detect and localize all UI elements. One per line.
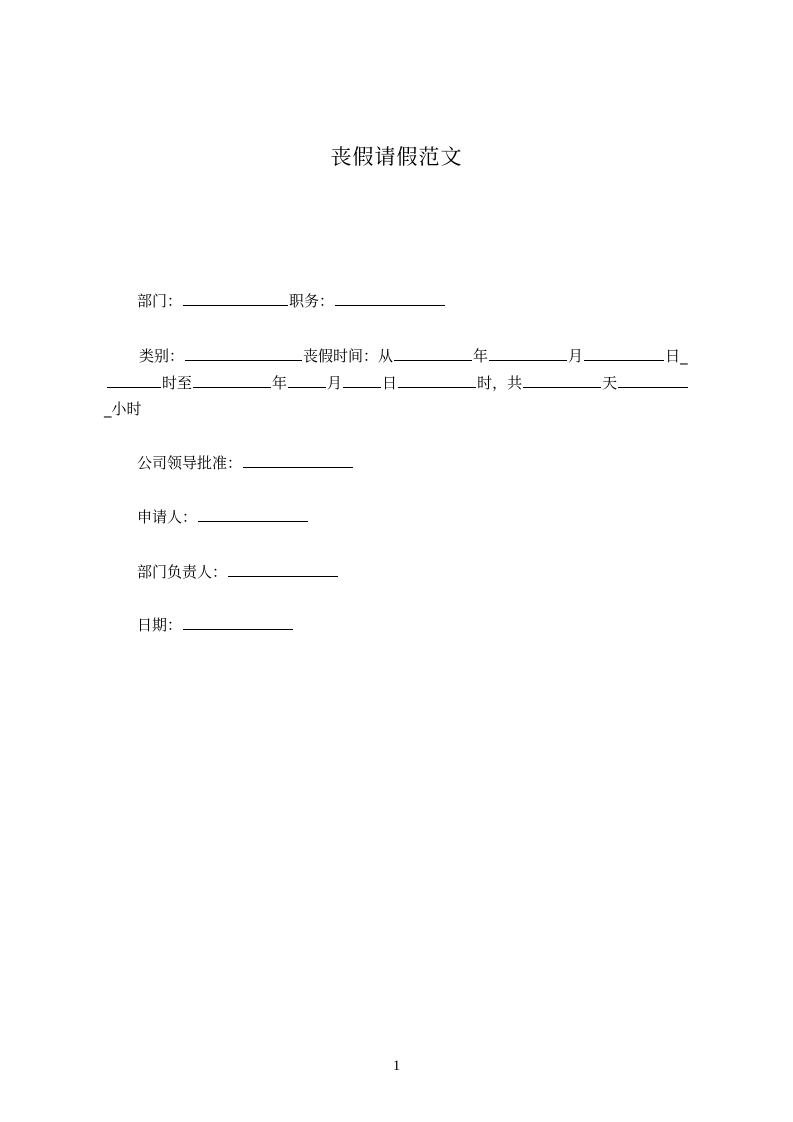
total-hours-blank-a[interactable]: [618, 372, 688, 388]
department-blank[interactable]: [183, 290, 288, 306]
category-label: 类别：: [139, 347, 185, 365]
end-month-unit: 月: [327, 374, 343, 392]
department-position-row: [137, 290, 446, 311]
department-label: 部门：: [137, 292, 183, 310]
date-blank[interactable]: [183, 614, 293, 630]
start-year-blank[interactable]: [394, 345, 472, 361]
page-number: 1: [392, 1058, 401, 1074]
hour-to-label: 时至: [162, 374, 193, 392]
applicant-blank[interactable]: [198, 506, 308, 522]
trailing-underscore: _: [680, 347, 688, 365]
end-hour-blank[interactable]: [398, 372, 476, 388]
date-label: 日期：: [137, 616, 183, 634]
applicant-label: 申请人：: [137, 508, 198, 526]
end-month-blank[interactable]: [288, 372, 326, 388]
applicant-row: [137, 506, 309, 527]
start-month-unit: 月: [568, 347, 584, 365]
end-day-unit: 日: [382, 374, 398, 392]
approval-label: 公司领导批准：: [137, 454, 243, 472]
start-day-blank[interactable]: [584, 345, 664, 361]
days-unit: 天: [602, 374, 618, 392]
leave-time-row-1: [139, 345, 688, 366]
hours-unit: 小时: [111, 400, 142, 418]
start-hour-blank[interactable]: [107, 372, 161, 388]
hour-total-label: 时，共: [477, 374, 523, 392]
start-day-unit: 日: [665, 347, 681, 365]
leave-time-row-2: [106, 372, 689, 393]
start-month-blank[interactable]: [489, 345, 567, 361]
leave-time-label: 丧假时间：从: [303, 347, 394, 365]
approval-blank[interactable]: [243, 452, 353, 468]
start-year-unit: 年: [473, 347, 489, 365]
approval-row: [137, 452, 354, 473]
end-day-blank[interactable]: [343, 372, 381, 388]
position-label: 职务：: [289, 292, 335, 310]
end-year-unit: 年: [272, 374, 288, 392]
position-blank[interactable]: [335, 290, 445, 306]
dept-head-blank[interactable]: [228, 561, 338, 577]
end-year-blank[interactable]: [193, 372, 271, 388]
leading-underscore: _: [104, 400, 112, 418]
dept-head-row: [137, 561, 339, 582]
total-days-blank[interactable]: [523, 372, 601, 388]
date-row: [137, 614, 294, 635]
document-title: 丧假请假范文: [330, 145, 463, 169]
category-blank[interactable]: [185, 345, 302, 361]
dept-head-label: 部门负责人：: [137, 563, 228, 581]
leave-time-row-3: [104, 399, 142, 419]
